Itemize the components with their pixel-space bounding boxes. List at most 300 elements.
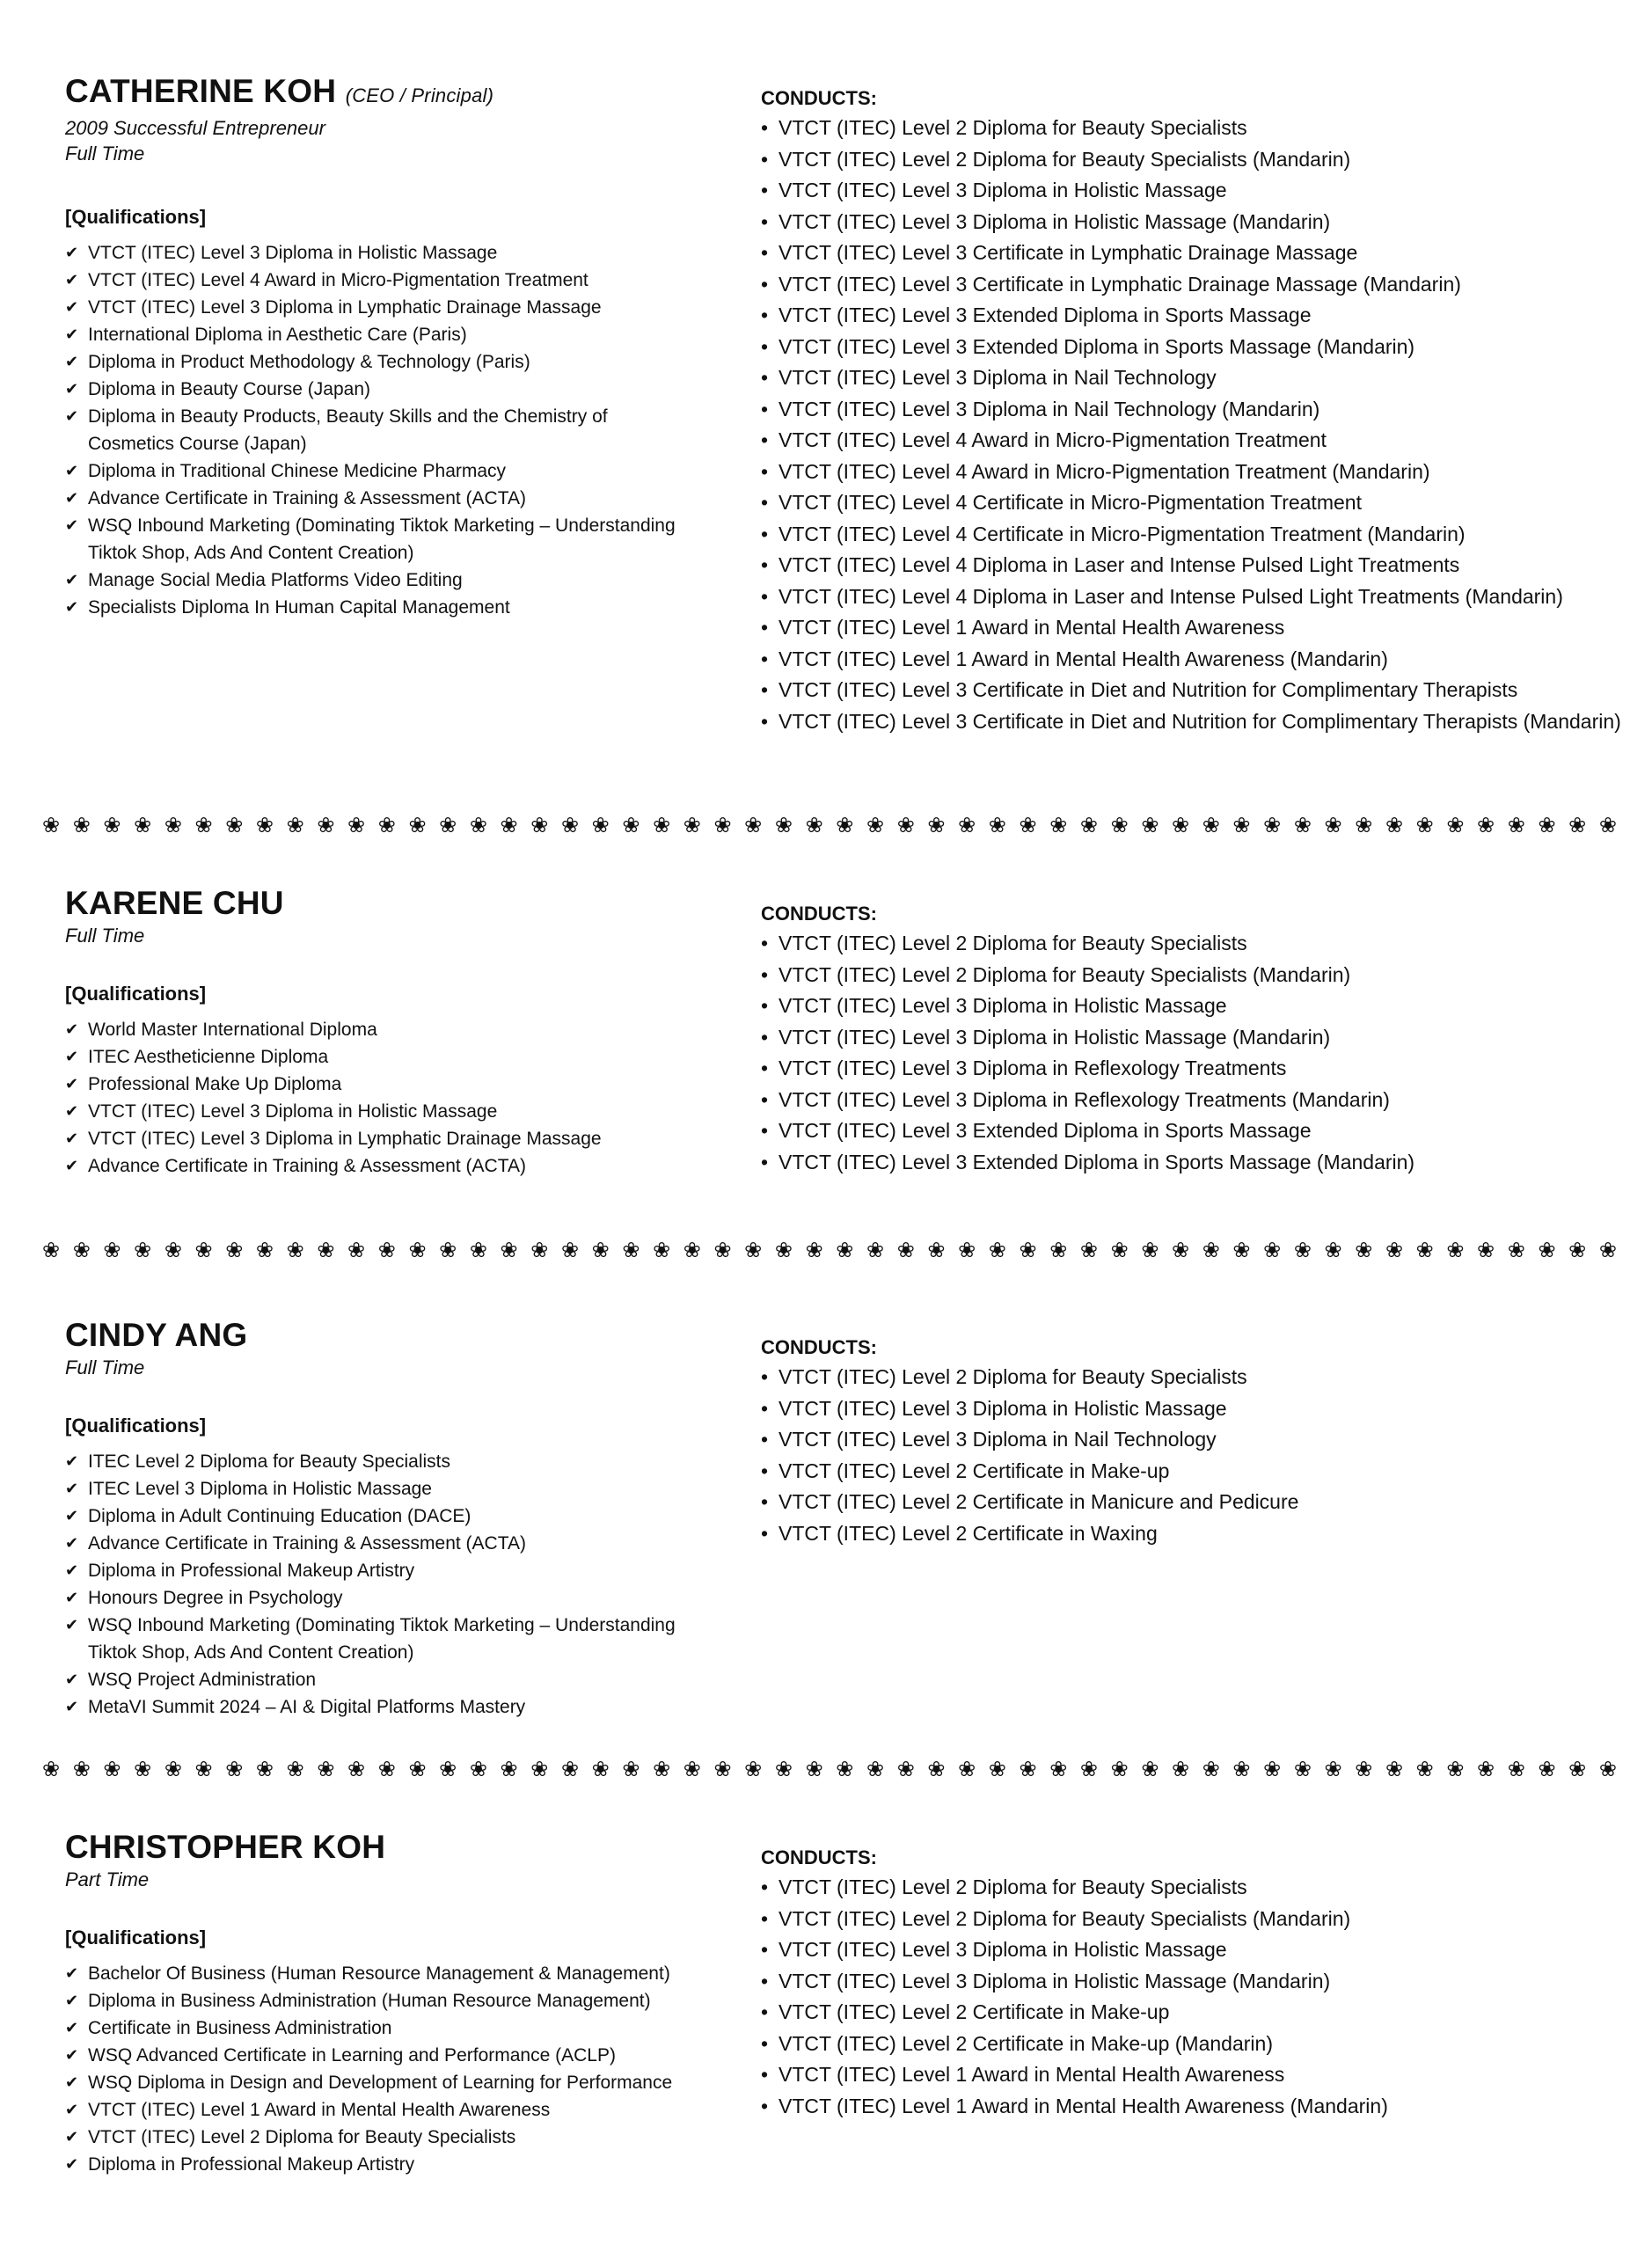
flower-icon: ❀ [286,1238,304,1262]
course-item [761,928,1641,960]
conducts-heading: CONDUCTS: [761,903,877,925]
flower-icon: ❀ [72,1238,91,1262]
bullet-icon: • [761,1025,769,1049]
qualification-item [65,267,681,294]
flower-icon: ❀ [225,813,244,837]
qualification-item [65,1098,681,1125]
check-icon: ✔ [65,1102,79,1120]
flower-icon: ❀ [1385,1238,1404,1262]
course-text: VTCT (ITEC) Level 3 Certificate in Lymphatic Drainage Massage (Mandarin) [778,272,1461,296]
bullet-icon: • [761,2000,769,2023]
flower-icon: ❀ [1232,1757,1251,1781]
flower-icon: ❀ [1110,1757,1129,1781]
profile-info-column [65,884,734,1176]
qualification-item [65,348,681,376]
flower-icon: ❀ [866,1757,885,1781]
qualification-item [65,1584,681,1612]
flower-icon: ❀ [1019,1757,1037,1781]
qualifications-heading: [Qualifications] [65,1927,207,1949]
flower-icon: ❀ [469,1757,487,1781]
course-text: VTCT (ITEC) Level 3 Diploma in Nail Technology (Mandarin) [778,397,1320,420]
course-item [761,581,1641,613]
qualification-text: VTCT (ITEC) Level 1 Award in Mental Health Awareness [88,2100,551,2120]
check-icon: ✔ [65,1075,79,1093]
course-item [761,1487,1641,1518]
check-icon: ✔ [65,1020,79,1038]
course-item [761,269,1641,301]
flower-icon: ❀ [1202,813,1220,837]
qualification-text: WSQ Project Administration [88,1670,317,1690]
trainer-name: CINDY ANG [65,1317,248,1353]
bullet-icon: • [761,1119,769,1142]
qualification-item [65,2014,681,2042]
course-text: VTCT (ITEC) Level 1 Award in Mental Health Awareness (Mandarin) [778,2094,1388,2117]
flower-icon: ❀ [408,813,427,837]
flower-icon: ❀ [1263,1238,1282,1262]
flower-icon: ❀ [1172,1757,1190,1781]
trainer-name: KARENE CHU [65,885,284,921]
course-item [761,612,1641,644]
check-icon: ✔ [65,2046,79,2064]
flower-icon: ❀ [683,1757,701,1781]
course-item [761,1456,1641,1488]
flower-icon: ❀ [1385,1757,1404,1781]
bullet-icon: • [761,2063,769,2086]
flower-icon: ❀ [653,1757,671,1781]
course-text: VTCT (ITEC) Level 2 Diploma for Beauty Specialists (Mandarin) [778,962,1351,986]
flower-icon: ❀ [927,1238,946,1262]
course-item [761,332,1641,363]
trainer-name-row [65,72,734,115]
course-text: VTCT (ITEC) Level 3 Extended Diploma in Sports Massage (Mandarin) [778,334,1415,358]
flower-icon: ❀ [836,1757,854,1781]
qualification-text: WSQ Advanced Certificate in Learning and Performance (ACLP) [88,2045,616,2066]
flower-icon: ❀ [377,1238,396,1262]
check-icon: ✔ [65,353,79,370]
course-text: VTCT (ITEC) Level 2 Certificate in Waxing [778,1521,1158,1545]
flower-icon: ❀ [805,1238,823,1262]
flower-icon: ❀ [927,1757,946,1781]
qualification-item [65,1530,681,1557]
flower-icon: ❀ [958,1757,976,1781]
flower-icon: ❀ [1110,813,1129,837]
flower-icon: ❀ [866,813,885,837]
qualification-text: Diploma in Traditional Chinese Medicine Pharmacy [88,461,507,481]
qualification-text: ITEC Level 3 Diploma in Holistic Massage [88,1479,432,1499]
qualification-item [65,1043,681,1071]
flower-icon: ❀ [255,1238,274,1262]
check-icon: ✔ [65,244,79,261]
flower-icon: ❀ [1293,1238,1312,1262]
flower-icon: ❀ [653,1238,671,1262]
profile-info-column [65,1828,734,2175]
course-text: VTCT (ITEC) Level 2 Certificate in Make-up (Mandarin) [778,2031,1273,2055]
conducts-column [761,1844,1641,2122]
course-text: VTCT (ITEC) Level 3 Certificate in Diet and Nutrition for Complimentary Therapists (Mandarin) [778,709,1621,733]
flower-icon: ❀ [347,813,366,837]
qualifications-heading: [Qualifications] [65,206,207,228]
bullet-icon: • [761,116,769,139]
flower-icon: ❀ [1324,1238,1342,1262]
flower-icon: ❀ [347,1757,366,1781]
course-item [761,457,1641,488]
course-item [761,675,1641,706]
bullet-icon: • [761,1057,769,1079]
bullet-icon: • [761,241,769,264]
flower-icon: ❀ [713,1757,732,1781]
course-text: VTCT (ITEC) Level 3 Certificate in Diet and Nutrition for Complimentary Therapists [778,678,1518,701]
qualification-text: Diploma in Beauty Products, Beauty Skills and the Chemistry of Cosmetics Course (Japan) [88,406,608,454]
qualification-text: Professional Make Up Diploma [88,1074,342,1094]
course-text: VTCT (ITEC) Level 3 Extended Diploma in Sports Massage (Mandarin) [778,1150,1415,1174]
flower-icon: ❀ [1446,1238,1465,1262]
flower-icon: ❀ [408,1757,427,1781]
flower-icon: ❀ [42,1757,61,1781]
flower-icon: ❀ [134,1238,152,1262]
course-text: VTCT (ITEC) Level 4 Award in Micro-Pigmentation Treatment (Mandarin) [778,459,1430,483]
check-icon: ✔ [65,1157,79,1174]
flower-icon: ❀ [1049,813,1068,837]
qualification-item [65,1503,681,1530]
flower-icon: ❀ [439,1238,457,1262]
bullet-icon: • [761,932,769,954]
trainer-name: CATHERINE KOH [65,73,337,109]
flower-icon: ❀ [1141,1757,1159,1781]
flower-icon: ❀ [317,1238,335,1262]
course-item [761,207,1641,238]
flower-icon: ❀ [164,813,182,837]
qualification-item [65,1475,681,1503]
course-text: VTCT (ITEC) Level 3 Diploma in Holistic Massage (Mandarin) [778,1969,1331,1992]
bullet-icon: • [761,1428,769,1451]
bullet-icon: • [761,303,769,326]
flower-icon: ❀ [439,813,457,837]
check-icon: ✔ [65,1452,79,1470]
qualification-text: Advance Certificate in Training & Assessment (ACTA) [88,1156,526,1176]
bullet-icon: • [761,366,769,389]
qualification-item [65,2069,681,2096]
course-text: VTCT (ITEC) Level 3 Diploma in Holistic Massage [778,1396,1227,1420]
qualification-text: International Diploma in Aesthetic Care (Paris) [88,325,467,345]
course-item [761,487,1641,519]
course-item [761,550,1641,581]
qualification-item [65,1448,681,1475]
qualifications-heading: [Qualifications] [65,983,207,1005]
check-icon: ✔ [65,2019,79,2036]
flower-icon: ❀ [896,813,915,837]
course-item [761,1115,1641,1147]
bullet-icon: • [761,1490,769,1513]
flower-icon: ❀ [103,1238,121,1262]
flower-icon: ❀ [1477,1757,1495,1781]
qualification-item [65,1152,681,1180]
qualification-item [65,2042,681,2069]
flower-icon: ❀ [988,1757,1006,1781]
course-text: VTCT (ITEC) Level 3 Diploma in Holistic Massage (Mandarin) [778,1025,1331,1049]
trainer-name: CHRISTOPHER KOH [65,1829,386,1865]
course-text: VTCT (ITEC) Level 4 Certificate in Micro-Pigmentation Treatment (Mandarin) [778,522,1466,545]
flower-icon: ❀ [1507,1238,1525,1262]
flower-icon: ❀ [622,813,640,837]
course-item [761,991,1641,1022]
flower-icon: ❀ [1538,1757,1556,1781]
course-text: VTCT (ITEC) Level 4 Diploma in Laser and Intense Pulsed Light Treatments [778,553,1460,576]
qualifications-list [65,1960,681,2178]
course-text: VTCT (ITEC) Level 4 Certificate in Micro-Pigmentation Treatment [778,491,1362,514]
flower-icon: ❀ [836,813,854,837]
course-text: VTCT (ITEC) Level 3 Diploma in Holistic Massage (Mandarin) [778,209,1331,233]
check-icon: ✔ [65,1992,79,2009]
flower-icon: ❀ [500,1757,518,1781]
bullet-icon: • [761,709,769,733]
course-item [761,2059,1641,2091]
qualification-text: WSQ Inbound Marketing (Dominating Tiktok Marketing – Understanding Tiktok Shop, Ads And Content Creation) [88,515,676,563]
check-icon: ✔ [65,462,79,479]
bullet-icon: • [761,1087,769,1111]
check-icon: ✔ [65,1048,79,1065]
trainer-name-row [65,1828,734,1867]
flower-icon: ❀ [560,1238,580,1262]
course-text: VTCT (ITEC) Level 2 Certificate in Make-up [778,2000,1170,2023]
course-text: VTCT (ITEC) Level 1 Award in Mental Health Awareness [778,616,1285,639]
bullet-icon: • [761,1938,769,1961]
course-text: VTCT (ITEC) Level 2 Diploma for Beauty Specialists [778,1875,1247,1898]
qualification-text: Diploma in Beauty Course (Japan) [88,379,370,399]
qualification-item [65,512,681,567]
course-text: VTCT (ITEC) Level 2 Certificate in Make-up [778,1459,1170,1482]
check-icon: ✔ [65,2101,79,2118]
qualification-text: VTCT (ITEC) Level 3 Diploma in Holistic Massage [88,1101,498,1122]
flower-icon: ❀ [72,813,91,837]
flower-icon: ❀ [1232,1238,1251,1262]
qualification-text: Diploma in Adult Continuing Education (DACE) [88,1506,471,1526]
qualification-text: Honours Degree in Psychology [88,1588,343,1608]
check-icon: ✔ [65,1698,79,1715]
course-item [761,1393,1641,1425]
flower-icon: ❀ [1415,813,1434,837]
flower-icon: ❀ [347,1238,366,1262]
conducts-list [761,1362,1641,1549]
course-text: VTCT (ITEC) Level 3 Extended Diploma in Sports Massage [778,303,1312,326]
flower-icon: ❀ [1019,813,1037,837]
course-text: VTCT (ITEC) Level 1 Award in Mental Health Awareness [778,2063,1285,2086]
qualification-item [65,2151,681,2178]
course-item [761,960,1641,991]
flower-icon: ❀ [927,813,946,837]
flower-divider [42,1235,1617,1265]
qualification-text: VTCT (ITEC) Level 4 Award in Micro-Pigmentation Treatment [88,270,588,290]
flower-icon: ❀ [42,813,61,837]
flower-icon: ❀ [1293,813,1312,837]
bullet-icon: • [761,179,769,201]
check-icon: ✔ [65,325,79,343]
qualification-item [65,2124,681,2151]
course-text: VTCT (ITEC) Level 3 Diploma in Holistic Massage [778,1938,1227,1961]
check-icon: ✔ [65,1507,79,1524]
conducts-column [761,84,1641,737]
check-icon: ✔ [65,598,79,616]
employment-type: Part Time [65,1868,150,1890]
check-icon: ✔ [65,380,79,398]
flower-icon: ❀ [194,1238,213,1262]
flower-icon: ❀ [1598,1238,1617,1262]
flower-icon: ❀ [1049,1238,1068,1262]
flower-icon: ❀ [958,1238,976,1262]
check-icon: ✔ [65,516,79,534]
qualification-text: Manage Social Media Platforms Video Editing [88,570,463,590]
flower-icon: ❀ [805,813,823,837]
qualification-text: Advance Certificate in Training & Assessment (ACTA) [88,1533,526,1554]
check-icon: ✔ [65,1561,79,1579]
flower-icon: ❀ [1079,813,1099,837]
course-item [761,1966,1641,1998]
qualification-item [65,1612,681,1666]
flower-icon: ❀ [1446,813,1465,837]
course-item [761,706,1641,738]
flower-icon: ❀ [1568,1238,1587,1262]
flower-icon: ❀ [1263,813,1282,837]
flower-icon: ❀ [1202,1238,1220,1262]
bullet-icon: • [761,1521,769,1545]
flower-icon: ❀ [1355,813,1373,837]
flower-icon: ❀ [1415,1238,1434,1262]
course-text: VTCT (ITEC) Level 3 Extended Diploma in Sports Massage [778,1119,1312,1142]
conducts-list [761,1872,1641,2122]
flower-icon: ❀ [134,1757,152,1781]
flower-icon: ❀ [744,1238,763,1262]
bullet-icon: • [761,1875,769,1898]
profile-info-column [65,72,734,618]
check-icon: ✔ [65,271,79,289]
flower-icon: ❀ [225,1238,244,1262]
qualification-text: ITEC Level 2 Diploma for Beauty Specialists [88,1451,451,1472]
flower-icon: ❀ [1477,813,1495,837]
check-icon: ✔ [65,1130,79,1147]
qualifications-list [65,1448,681,1721]
bullet-icon: • [761,209,769,233]
bullet-icon: • [761,2031,769,2055]
qualification-text: Specialists Diploma In Human Capital Management [88,597,510,618]
flower-icon: ❀ [500,813,518,837]
flower-icon: ❀ [1324,813,1342,837]
flower-icon: ❀ [255,813,274,837]
course-item [761,175,1641,207]
flower-icon: ❀ [1507,813,1525,837]
conducts-column [761,900,1641,1178]
flower-icon: ❀ [988,813,1006,837]
employment-type: Full Time [65,925,145,947]
flower-icon: ❀ [622,1757,640,1781]
flower-icon: ❀ [1598,1757,1617,1781]
flower-icon: ❀ [1141,1238,1159,1262]
flower-icon: ❀ [774,813,793,837]
qualification-item [65,376,681,403]
flower-icon: ❀ [286,1757,304,1781]
bullet-icon: • [761,1396,769,1420]
flower-icon: ❀ [653,813,671,837]
course-item [761,1362,1641,1393]
qualification-item [65,239,681,267]
qualification-text: Bachelor Of Business (Human Resource Management & Management) [88,1963,670,1984]
qualification-item [65,403,681,457]
qualification-item [65,294,681,321]
course-text: VTCT (ITEC) Level 3 Diploma in Holistic Massage [778,994,1227,1017]
bullet-icon: • [761,491,769,514]
flower-icon: ❀ [836,1238,854,1262]
flower-icon: ❀ [591,1757,610,1781]
qualification-text: World Master International Diploma [88,1020,377,1040]
qualifications-list [65,239,681,621]
flower-icon: ❀ [439,1757,457,1781]
qualification-item [65,1987,681,2014]
trainer-name-row [65,884,734,923]
trainer-subtitle: 2009 Successful Entrepreneur [65,117,325,139]
flower-icon: ❀ [896,1238,915,1262]
course-item [761,519,1641,551]
flower-icon: ❀ [530,813,549,837]
check-icon: ✔ [65,1480,79,1497]
flower-icon: ❀ [225,1757,244,1781]
check-icon: ✔ [65,1616,79,1634]
course-item [761,238,1641,269]
course-text: VTCT (ITEC) Level 3 Certificate in Lymphatic Drainage Massage [778,241,1358,264]
flower-icon: ❀ [1172,1238,1190,1262]
course-item [761,1518,1641,1550]
flower-icon: ❀ [530,1238,549,1262]
course-text: VTCT (ITEC) Level 3 Diploma in Nail Technology [778,366,1217,389]
flower-divider [42,1754,1617,1784]
flower-icon: ❀ [1293,1757,1312,1781]
flower-icon: ❀ [500,1238,518,1262]
flower-icon: ❀ [744,1757,763,1781]
bullet-icon: • [761,994,769,1017]
qualification-item [65,1666,681,1693]
check-icon: ✔ [65,2155,79,2173]
course-text: VTCT (ITEC) Level 3 Diploma in Nail Technology [778,1428,1217,1451]
flower-icon: ❀ [1446,1757,1465,1781]
qualification-item [65,1557,681,1584]
course-item [761,644,1641,676]
course-item [761,1053,1641,1085]
trainer-role: (CEO / Principal) [345,84,494,106]
flower-icon: ❀ [1141,813,1159,837]
flower-icon: ❀ [988,1238,1006,1262]
flower-icon: ❀ [164,1238,182,1262]
flower-icon: ❀ [134,813,152,837]
bullet-icon: • [761,334,769,358]
bullet-icon: • [761,459,769,483]
flower-icon: ❀ [469,1238,487,1262]
flower-icon: ❀ [1202,1757,1220,1781]
flower-icon: ❀ [1415,1757,1434,1781]
flower-icon: ❀ [1598,813,1617,837]
flower-icon: ❀ [744,813,763,837]
flower-icon: ❀ [774,1757,793,1781]
flower-icon: ❀ [958,813,976,837]
flower-icon: ❀ [164,1757,182,1781]
flower-icon: ❀ [683,813,701,837]
bullet-icon: • [761,678,769,701]
bullet-icon: • [761,647,769,670]
bullet-icon: • [761,1150,769,1174]
flower-icon: ❀ [103,813,121,837]
course-item [761,113,1641,144]
bullet-icon: • [761,2094,769,2117]
conducts-list [761,928,1641,1178]
bullet-icon: • [761,522,769,545]
qualification-text: Advance Certificate in Training & Assessment (ACTA) [88,488,526,508]
course-text: VTCT (ITEC) Level 3 Diploma in Reflexology Treatments (Mandarin) [778,1087,1390,1111]
